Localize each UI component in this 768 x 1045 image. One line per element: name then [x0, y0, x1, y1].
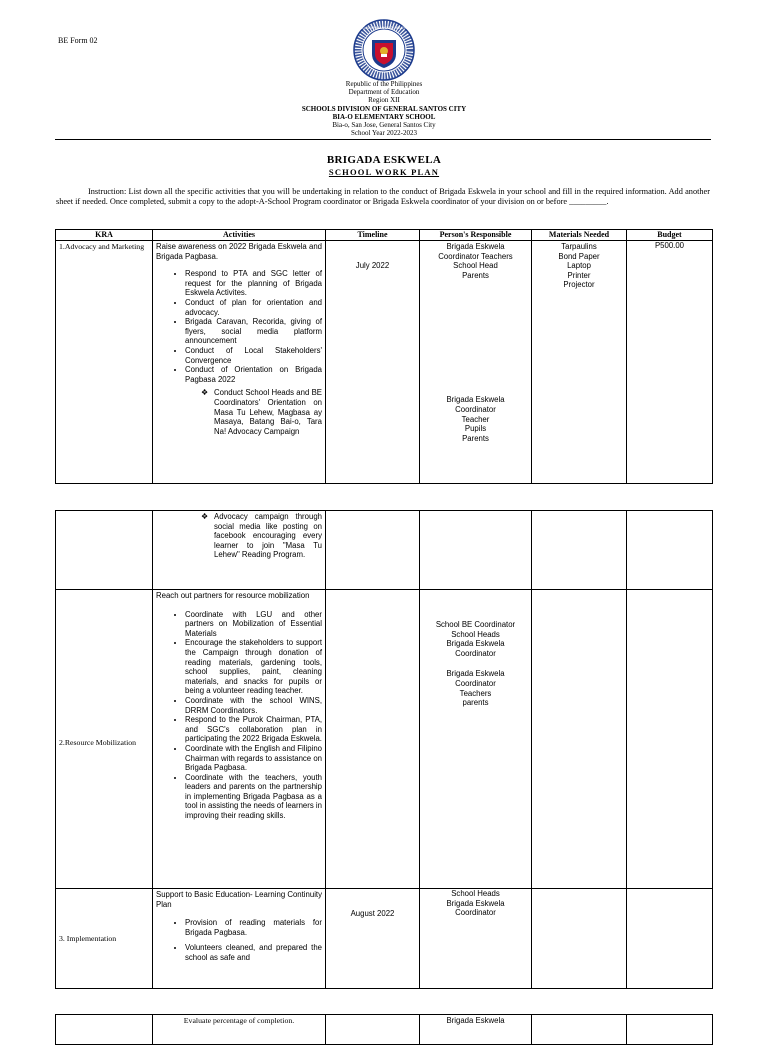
person-line: Teachers: [459, 688, 492, 698]
list-item: • Volunteers cleaned, and prepared the school as safe and: [185, 943, 322, 962]
list-item: ❖ Advocacy campaign through social media like posting on facebook encouraging every learner to join "Masa Tu Lehew" Reading Program.: [201, 512, 322, 560]
kra-cell: [56, 590, 153, 889]
school-address: Bia-o, San Jose, General Santos City: [332, 121, 436, 130]
person-line: Brigada Eskwela: [446, 669, 505, 679]
budget-cell: [627, 889, 713, 989]
persons-group: [420, 590, 531, 658]
timeline-value: August 2022: [350, 909, 395, 918]
activities-cell: [153, 590, 326, 889]
materials-cell: [532, 1015, 627, 1045]
document-subtitle: SCHOOL WORK PLAN: [328, 167, 440, 177]
list-item: • Coordinate with LGU and other partners on Mobilization of Essential Materials: [185, 610, 322, 639]
person-line: Coordinator: [455, 908, 496, 918]
person-line: Brigada Eskwela: [446, 639, 505, 649]
persons-cell: [420, 590, 532, 889]
persons-cell: Brigada Eskwela: [420, 1015, 532, 1045]
persons-cell: [420, 241, 532, 484]
person-line: Coordinator: [455, 404, 496, 414]
work-plan-table-continued: [55, 510, 713, 989]
form-number: BE Form 02: [58, 36, 98, 45]
budget-cell: P500.00: [627, 241, 713, 484]
header-line: Region XII: [368, 96, 400, 105]
person-line: Pupils: [464, 424, 487, 434]
table-row: [56, 511, 713, 590]
table-header-row: [56, 230, 713, 241]
instruction-text: Instruction: List down all the specific activities that you will be undertaking in relation to the conduct of Brigada Eskwela in your school and fill in the required information. Add another sheet if needed. Once completed, submit a copy to the adopt-A-School Program coordinator or Brigada Eskwela coordinator of your division on or before _________.: [56, 187, 710, 206]
activity-intro: Support to Basic Education- Learning Continuity Plan: [156, 890, 322, 909]
list-item: • Conduct of Local Stakeholders' Convergence: [185, 346, 322, 365]
person-line: parents: [462, 698, 489, 708]
budget-cell: [627, 1015, 713, 1045]
timeline-cell: [326, 241, 420, 484]
deped-seal-icon: [352, 18, 416, 82]
list-item: • Coordinate with the school WINS, DRRM Coordinators.: [185, 696, 322, 715]
header-divider: [55, 139, 711, 140]
kra-cell: 1.Advocacy and Marketing: [56, 241, 153, 484]
school-year: School Year 2022-2023: [351, 129, 417, 138]
school-name: BIA-O ELEMENTARY SCHOOL: [332, 112, 436, 121]
person-line: School Head: [453, 261, 498, 271]
list-item: • Coordinate with the English and Filipino Chairman with regards to assistance on Brigada Pagbasa.: [185, 744, 322, 773]
column-header: KRA: [56, 230, 153, 241]
materials-cell: [532, 889, 627, 989]
material-line: Projector: [563, 280, 595, 290]
table-row: [56, 1015, 713, 1045]
kra-cell: [56, 511, 153, 590]
material-line: Bond Paper: [558, 251, 600, 261]
persons-group: [420, 669, 531, 707]
activities-cell: [153, 511, 326, 590]
person-line: Coordinator: [455, 648, 496, 658]
list-item: • Respond to the Purok Chairman, PTA, and SGC's collaboration plan in participating the 2022 Brigada Eskwela.: [185, 715, 322, 744]
materials-cell: [532, 511, 627, 590]
timeline-cell: [326, 590, 420, 889]
person-line: Coordinator: [455, 678, 496, 688]
activities-cell: Evaluate percentage of completion.: [153, 1015, 326, 1045]
persons-cell: [420, 889, 532, 989]
person-line: Brigada Eskwela: [446, 242, 505, 251]
list-item: • Conduct of Orientation on Brigada Pagbasa 2022: [185, 365, 322, 384]
header-line: Department of Education: [348, 88, 420, 97]
division-name: SCHOOLS DIVISION OF GENERAL SANTOS CITY: [301, 104, 467, 113]
school-header: [0, 80, 768, 137]
activity-intro: Raise awareness on 2022 Brigada Eskwela and Brigada Pagbasa.: [156, 242, 322, 261]
list-item: • Coordinate with the teachers, youth leaders and parents on the partnership in implementing Brigada Pagbasa as a tool in assisting the needs of learners in improving their reading skills.: [185, 773, 322, 821]
table-row: [56, 590, 713, 889]
timeline-cell: [326, 511, 420, 590]
timeline-cell: [326, 1015, 420, 1045]
person-line: Brigada Eskwela: [446, 395, 505, 405]
kra-cell: [56, 1015, 153, 1045]
activities-cell: [153, 889, 326, 989]
material-line: Printer: [567, 270, 591, 280]
list-item: • Respond to PTA and SGC letter of request for the planning of Brigada Eskwela Activites.: [185, 269, 322, 298]
column-header: Person's Responsible: [420, 230, 532, 241]
column-header: Budget: [627, 230, 713, 241]
person-line: School Heads: [451, 629, 500, 639]
material-line: Tarpaulins: [561, 242, 597, 251]
materials-cell: [532, 241, 627, 484]
list-item: • Provision of reading materials for Brigada Pagbasa.: [185, 918, 322, 937]
header-line: Republic of the Philippines: [345, 80, 423, 88]
person-line: Parents: [462, 433, 489, 443]
budget-cell: [627, 590, 713, 889]
material-line: Laptop: [567, 261, 591, 271]
person-line: Teacher: [461, 414, 490, 424]
table-row: [56, 889, 713, 989]
persons-cell: [420, 511, 532, 590]
person-line: School Heads: [451, 889, 500, 898]
column-header: Materials Needed: [532, 230, 627, 241]
kra-value: 3. Implementation: [59, 933, 117, 943]
person-line: Brigada Eskwela: [446, 898, 505, 908]
person-line: Coordinator Teachers: [438, 251, 513, 261]
timeline-cell: [326, 889, 420, 989]
column-header: Activities: [153, 230, 326, 241]
kra-cell: [56, 889, 153, 989]
diamond-bullet-icon: ❖: [201, 388, 208, 398]
budget-cell: [627, 511, 713, 590]
materials-cell: [532, 590, 627, 889]
person-line: Parents: [462, 270, 489, 280]
activities-cell: [153, 241, 326, 484]
activity-intro: Reach out partners for resource mobilization: [156, 591, 310, 600]
work-plan-table: [55, 229, 713, 484]
persons-group: [420, 241, 531, 280]
persons-group: [420, 395, 531, 443]
table-row: [56, 241, 713, 484]
person-line: School BE Coordinator: [435, 620, 516, 629]
column-header: Timeline: [326, 230, 420, 241]
document-title: BRIGADA ESKWELA: [326, 154, 442, 166]
list-item: ❖ Conduct School Heads and BE Coordinators' Orientation on Masa Tu Lehew, Magbasa ay Masaya, Batang Bai-o, Tara Na! Advocacy Campaign: [201, 388, 322, 436]
list-item: • Conduct of plan for orientation and advocacy.: [185, 298, 322, 317]
list-item: • Brigada Caravan, Recorida, giving of flyers, social media platform announcement: [185, 317, 322, 346]
kra-value: 2.Resource Mobilization: [59, 737, 137, 747]
diamond-bullet-icon: ❖: [201, 512, 208, 521]
seal-ring-text: KAGAWARAN NG EDUKASYON: [357, 26, 411, 30]
list-item: • Encourage the stakeholders to support the Campaign through donation of reading materials, gardening tools, school supplies, paint, cleaning materials, and snacks for pupils or being a volunteer reading teacher.: [185, 638, 322, 696]
work-plan-table-next: [55, 1014, 713, 1045]
timeline-value: July 2022: [355, 261, 390, 270]
